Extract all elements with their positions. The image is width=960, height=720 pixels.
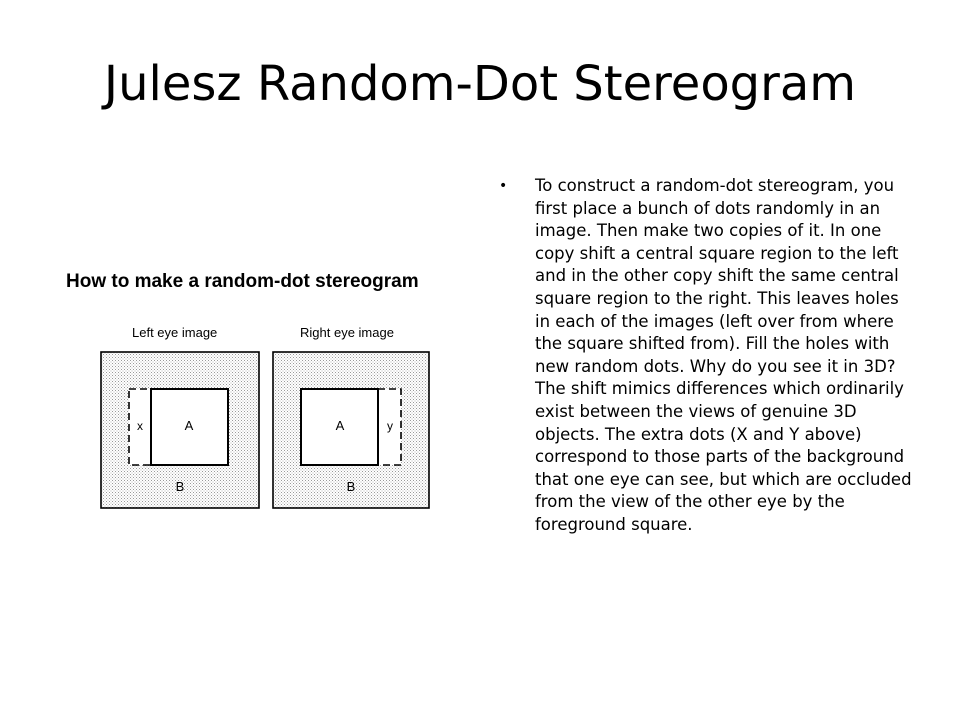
right-eye-panel [273, 352, 429, 508]
bullet-list [497, 175, 912, 537]
bullet-item [497, 175, 912, 537]
left-gap-label: x [137, 419, 143, 433]
left-bottom-label: B [175, 479, 185, 494]
bullet-text: To construct a random-dot stereogram, you first place a bunch of dots randomly in an image. Then make two copies of it. In one copy shift a central square region to the left and in the other copy shift the same central square region to the right. This leaves holes in each of the images (left over from where the square shifted from). Fill the holes with new random dots. Why do you see it in 3D? The shift mimics differences which ordinarily exist between the views of genuine 3D objects. The extra dots (X and Y above) correspond to those parts of the background that one eye can see, but which are occluded from the view of the other eye by the foreground square. [535, 176, 912, 534]
slide-title: Julesz Random-Dot Stereogram [103, 56, 857, 112]
figure-heading: How to make a random-dot stereogram [66, 271, 419, 292]
bullet-icon: • [499, 178, 508, 194]
left-center-label: A [184, 418, 194, 433]
right-center-label: A [335, 418, 345, 433]
right-bottom-label: B [346, 479, 356, 494]
right-eye-label: Right eye image [300, 325, 394, 340]
stereogram-panels [100, 351, 430, 511]
left-eye-panel [101, 352, 259, 508]
stereogram-figure [62, 265, 462, 525]
stereogram-diagram [100, 351, 440, 511]
right-gap-label: y [387, 419, 393, 433]
left-eye-label: Left eye image [132, 325, 218, 340]
